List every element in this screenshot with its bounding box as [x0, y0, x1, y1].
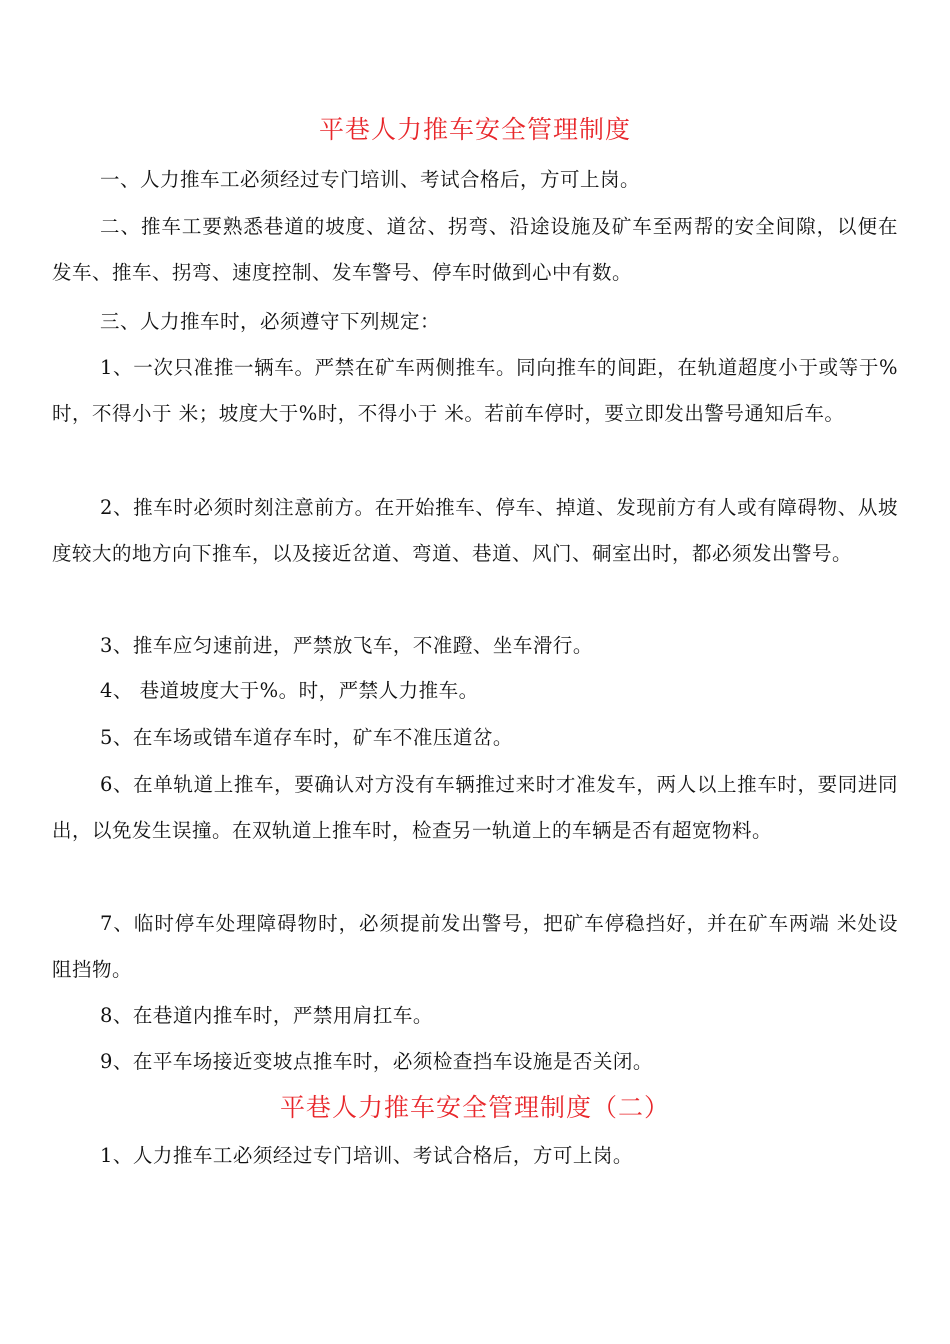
rule-4: 4、 巷道坡度大于%。时，严禁人力推车。	[100, 679, 479, 702]
document-title: 平巷人力推车安全管理制度	[318, 115, 631, 144]
rule-8: 8、在巷道内推车时，严禁用肩扛车。	[100, 1004, 433, 1027]
document-title-2: 平巷人力推车安全管理制度（二）	[279, 1093, 670, 1122]
rule-3: 3、推车应匀速前进，严禁放飞车，不准蹬、坐车滑行。	[100, 634, 593, 657]
rule-5: 5、在车场或错车道存车时，矿车不准压道岔。	[100, 726, 513, 749]
section-2: 二、推车工要熟悉巷道的坡度、道岔、拐弯、沿途设施及矿车至两帮的安全间隙，以便在发车、推车、拐弯、速度控制、发车警号、停车时做到心中有数。	[52, 215, 898, 284]
rule-6: 6、在单轨道上推车，要确认对方没有车辆推过来时才准发车，两人以上推车时，要同进同出，以免发生误撞。在双轨道上推车时，检查另一轨道上的车辆是否有超宽物料。	[52, 773, 898, 842]
section2-item-1: 1、人力推车工必须经过专门培训、考试合格后，方可上岗。	[100, 1144, 633, 1167]
section-3: 三、人力推车时，必须遵守下列规定：	[100, 310, 441, 333]
rule-2: 2、推车时必须时刻注意前方。在开始推车、停车、掉道、发现前方有人或有障碍物、从坡度较大的地方向下推车，以及接近岔道、弯道、巷道、风门、硐室出时，都必须发出警号。	[52, 496, 898, 565]
rule-1: 1、一次只准推一辆车。严禁在矿车两侧推车。同向推车的间距，在轨道超度小于或等于%时，不得小于 米；坡度大于%时，不得小于 米。若前车停时，要立即发出警号通知后车。	[52, 356, 898, 425]
section-1: 一、人力推车工必须经过专门培训、考试合格后，方可上岗。	[100, 168, 641, 191]
rule-9: 9、在平车场接近变坡点推车时，必须检查挡车设施是否关闭。	[100, 1050, 653, 1073]
rule-7: 7、临时停车处理障碍物时，必须提前发出警号，把矿车停稳挡好，并在矿车两端 米处设阻挡物。	[52, 912, 898, 981]
